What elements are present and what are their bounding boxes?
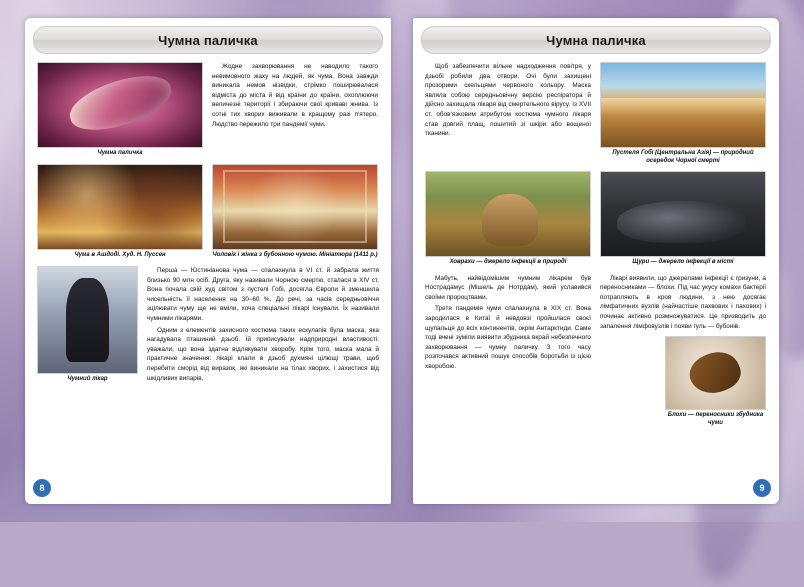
figure-plague-doctor — [37, 266, 138, 384]
left-intro-text-column — [212, 62, 378, 158]
gobi-desert-photo — [600, 62, 766, 148]
paragraph-pandemics: Перша — Юстиніанова чума — спалахнула в VI ст. й забрала життя близько 90 млн осіб. Друга, яку називали Чорною смертю, сталася в XIV ст. Вона почала свій худ світом з пустелі Гобі, досягла Європи й зменшила чисельність її населення на 30–60 %. До речі, за часів середньовіччя зцілювати чуму ще не вміли, хоча спеціальні лікарі існували. Їх називали чумними лікарями. — [147, 267, 379, 323]
left-middle-row — [37, 164, 379, 260]
figure-caption: Щури — джерело інфекції в місті — [632, 259, 734, 265]
paragraph-fleas: Лікарі виявили, що джерелами інфекції є гризуни, а переносниками — блохи. Під час укусу комахи бактерії потрапляють в кров людини, з нею досягає лімфатичних вузлів (найчастіше пахвових і пахових) і починає активно розмножуватися. Це призводить до запалення лімфовузлів і появи гуль — бубонів. — [600, 274, 766, 330]
left-bottom-row — [37, 266, 379, 384]
figure-marmot — [425, 171, 591, 267]
figure-caption: Блохи — переносники збудника чуми — [667, 412, 764, 426]
right-intro-text-column — [425, 62, 591, 165]
right-bottom-row — [425, 274, 767, 428]
right-page-header — [421, 26, 771, 54]
paragraph-intro: Жодне захворювання не наводило такого невимовного жаху на людей, як чума. Вона завжди виникала немов нізвідки, стрімко поширювалася відміста до міста й від країни до країни, охоплюючи величезні території і збираючи свої криваві жнива. Із сотні тих хворих виживали в кращому разі п'ятеро. Людство пережило три пандемії чуми. — [212, 63, 378, 128]
figure-caption: Чума в Ашдоді. Худ. Н. Пуссен — [74, 251, 166, 258]
figure-bacterium — [37, 62, 203, 158]
figure-caption: Ховрахи — джерело інфекції в природі — [449, 259, 567, 265]
left-figure-ashdod — [37, 164, 203, 260]
miniature-illustration — [212, 164, 378, 250]
page-title: Чумна паличка — [158, 32, 258, 48]
ashdod-painting — [37, 164, 203, 250]
right-figure-gobi — [600, 62, 766, 165]
right-middle-row — [425, 171, 767, 267]
bacterium-photo — [37, 62, 203, 148]
right-body-text-column-2 — [600, 274, 766, 428]
left-figure-doctor — [37, 266, 138, 384]
left-figure-column — [37, 62, 203, 158]
figure-caption: Чумна паличка — [97, 150, 143, 156]
paragraph-mask: Одним з елементів захисного костюма таких ескулапів була маска, яка нагадувала пташиний дзьоб. Їй приписували надприродні властивості: уважали, що вона здатна відлякувати хворобу. Крім того, маска мала й практичне значення: лікарі клали в дзьоб духмяні цілющі трави, щоб перебити сморід від виразок, які виникали на тілах хворих, і захистися від шкідливих випарів. — [147, 326, 379, 382]
page-title: Чумна паличка — [546, 32, 646, 48]
figure-miniature — [212, 164, 378, 260]
figure-ashdod — [37, 164, 203, 260]
rats-photo — [600, 171, 766, 257]
paragraph-third-pandemic: Третя пандемія чуми спалахнула в XIX ст. Вона зародилася в Китаї й невдовзі пройшлася своєї щупальця до всіх континентів, окрім Антарктиди. Саме тоді вчені зуміли виявити збудника вкрай небезпечного захворювання — чумну паличку. З того часу розпочався активний пошук способів боротьби із цією хворобою. — [425, 305, 591, 370]
figure-caption: Чоловік і жінка з бубонною чумою. Мініатюра (1411 р.) — [212, 251, 378, 258]
left-top-row — [37, 62, 379, 158]
right-page-content — [413, 54, 779, 494]
page-number-left: 8 — [33, 479, 51, 497]
left-page — [25, 18, 391, 504]
figure-gobi — [600, 62, 766, 165]
flea-photo — [665, 336, 766, 410]
paragraph-nostradamus: Мабуть, найвідомішим чумним лікарем був Нострадамус (Мішель де Нотрдам), який уславився своїми пророцтвами. — [425, 274, 591, 301]
page-number-right: 9 — [753, 479, 771, 497]
paragraph-mask-details: Щоб забезпечити вільне надходження повітря, у дзьобі робили два отвори. Очі були захищені прозорими скельцями червоного кольору. Маска являла собою середньовічну версію респіратора й дійсно захищала лікаря від смертельного вірусу. Із XVII ст. обов'язковим атрибутом костюма чумного лікаря став довгий плащ, пошитий зі шкіри або вощеної тканини. — [425, 63, 591, 138]
figure-caption: Пустеля Гобі (Центральна Азія) — природний осередок Чорної смерті — [612, 150, 754, 164]
plague-doctor-photo — [37, 266, 138, 374]
left-page-content — [25, 54, 391, 494]
right-page — [413, 18, 779, 504]
figure-rats — [600, 171, 766, 267]
left-page-header — [33, 26, 383, 54]
left-body-text-column — [147, 266, 379, 384]
left-figure-miniature — [212, 164, 378, 260]
right-top-row — [425, 62, 767, 165]
marmot-photo — [425, 171, 591, 257]
figure-flea — [665, 336, 766, 427]
figure-caption: Чумний лікар — [67, 376, 108, 382]
right-body-text-column-1 — [425, 274, 591, 428]
